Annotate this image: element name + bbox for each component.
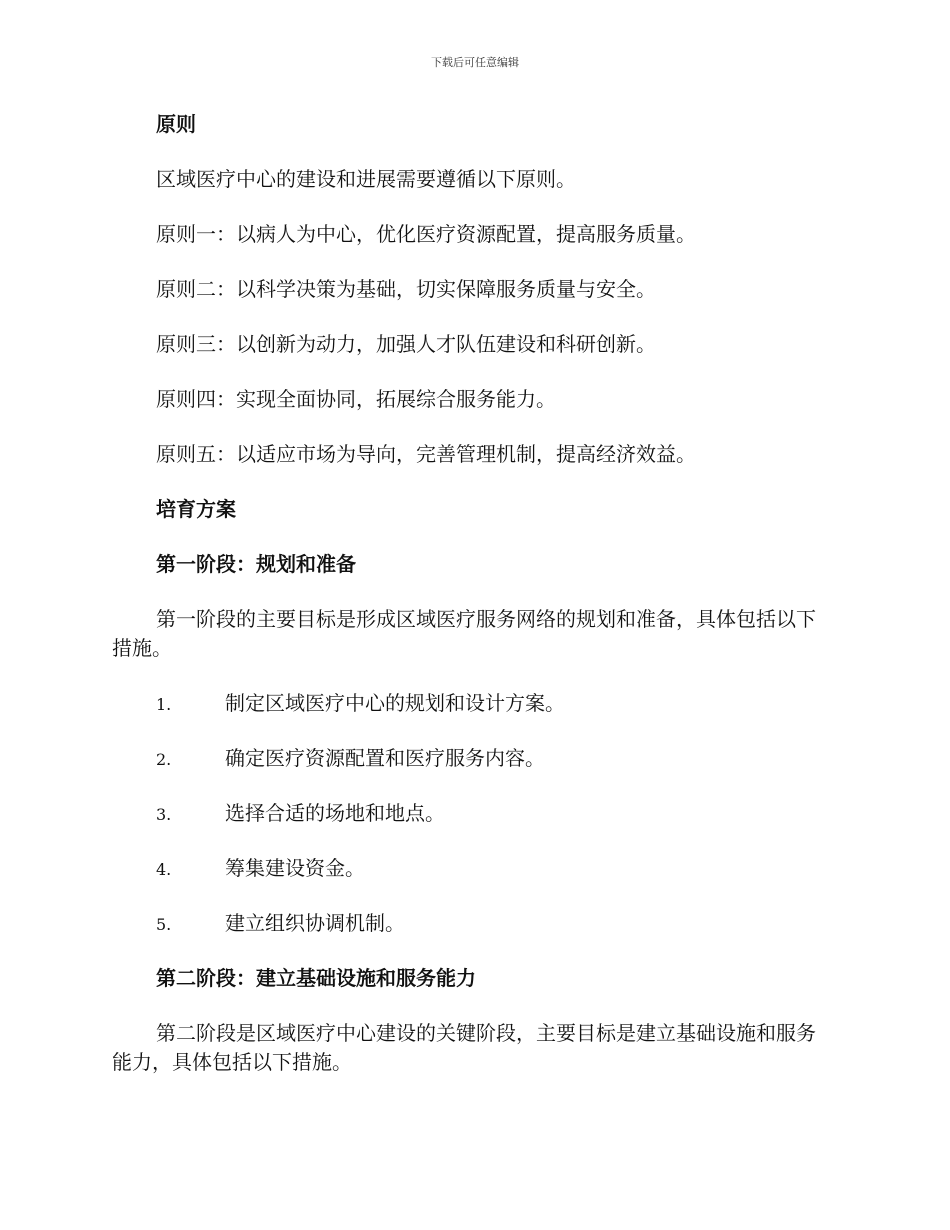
page-header: 下载后可任意编辑 bbox=[431, 56, 519, 69]
stage2-intro: 第二阶段是区域医疗中心建设的关键阶段，主要目标是建立基础设施和服务能力，具体包括以下措施。 bbox=[112, 1021, 816, 1074]
stage1-intro: 第一阶段的主要目标是形成区域医疗服务网络的规划和准备，具体包括以下措施。 bbox=[112, 607, 816, 660]
principles-heading: 原则 bbox=[156, 112, 196, 136]
list-number: 2. bbox=[156, 750, 172, 769]
list-number: 1. bbox=[156, 695, 172, 714]
list-item bbox=[112, 854, 832, 883]
list-number: 5. bbox=[156, 915, 172, 934]
stage2-heading: 第二阶段：建立基础设施和服务能力 bbox=[156, 966, 476, 990]
list-text: 确定医疗资源配置和医疗服务内容。 bbox=[225, 746, 545, 770]
stage1-heading: 第一阶段：规划和准备 bbox=[156, 552, 356, 576]
list-number: 4. bbox=[156, 860, 172, 879]
stage1-list bbox=[112, 689, 832, 938]
document-body bbox=[112, 110, 832, 1103]
principle-4: 原则四：实现全面协同，拓展综合服务能力。 bbox=[156, 387, 556, 411]
list-item bbox=[112, 689, 832, 718]
list-number: 3. bbox=[156, 805, 172, 824]
list-text: 选择合适的场地和地点。 bbox=[225, 801, 445, 825]
list-text: 制定区域医疗中心的规划和设计方案。 bbox=[225, 691, 565, 715]
list-item bbox=[112, 909, 832, 938]
list-text: 筹集建设资金。 bbox=[225, 856, 365, 880]
list-item bbox=[112, 799, 832, 828]
principles-intro: 区域医疗中心的建设和进展需要遵循以下原则。 bbox=[156, 167, 576, 191]
principle-3: 原则三：以创新为动力，加强人才队伍建设和科研创新。 bbox=[156, 332, 656, 356]
principle-2: 原则二：以科学决策为基础，切实保障服务质量与安全。 bbox=[156, 277, 656, 301]
list-item bbox=[112, 744, 832, 773]
principle-5: 原则五：以适应市场为导向，完善管理机制，提高经济效益。 bbox=[156, 442, 696, 466]
list-text: 建立组织协调机制。 bbox=[225, 911, 405, 935]
principle-1: 原则一：以病人为中心，优化医疗资源配置，提高服务质量。 bbox=[156, 222, 696, 246]
plan-heading: 培育方案 bbox=[156, 497, 236, 521]
